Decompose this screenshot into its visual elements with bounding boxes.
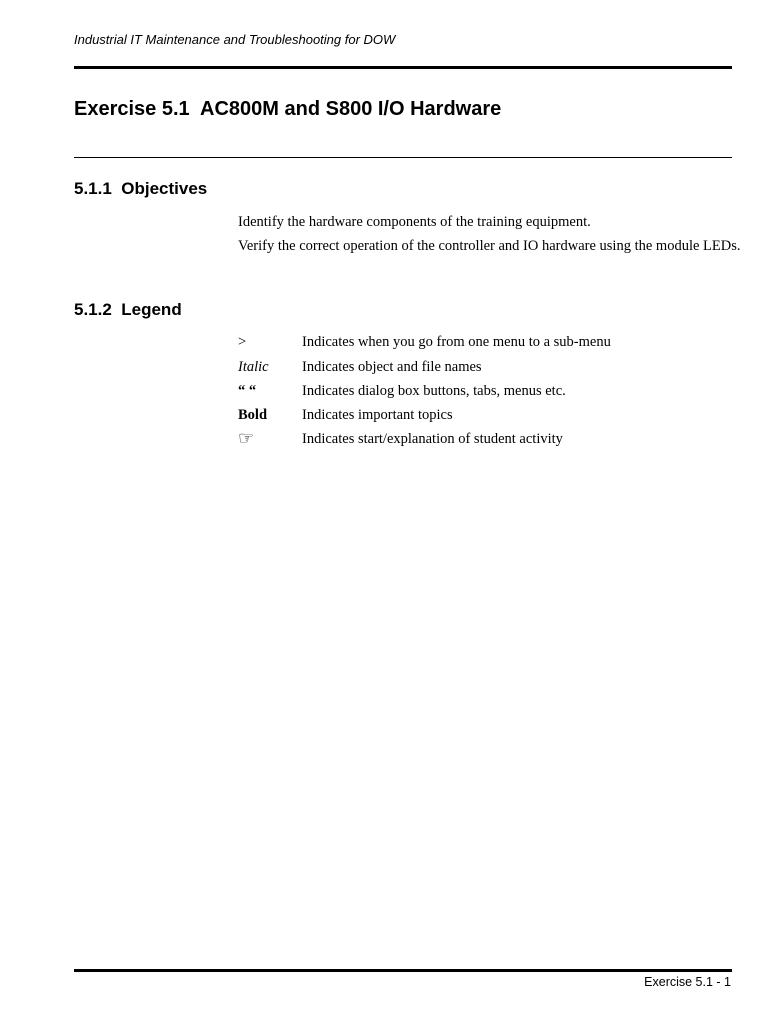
legend-description: Indicates object and file names	[302, 359, 482, 375]
legend-symbol-quotes: “ “	[238, 383, 257, 399]
page-number: Exercise 5.1 - 1	[644, 975, 731, 989]
legend-description: Indicates dialog box buttons, tabs, menus etc.	[302, 383, 566, 399]
legend-description: Indicates start/explanation of student activity	[302, 431, 563, 447]
legend-symbol-bold: Bold	[238, 407, 268, 423]
title-divider	[74, 157, 732, 158]
header-rule	[74, 66, 732, 69]
objective-line: Identify the hardware components of the training equipment.	[238, 214, 591, 230]
legend-heading: 5.1.2 Legend	[74, 300, 182, 319]
pointing-hand-icon: ☞	[238, 428, 255, 449]
legend-symbol-submenu: >	[238, 334, 247, 350]
page-title: Exercise 5.1 AC800M and S800 I/O Hardware	[74, 98, 502, 120]
legend-symbol-italic: Italic	[238, 359, 269, 375]
objective-line: Verify the correct operation of the controller and IO hardware using the module LEDs.	[238, 238, 741, 254]
legend-description: Indicates important topics	[302, 407, 453, 423]
running-title: Industrial IT Maintenance and Troubleshooting for DOW	[74, 32, 396, 47]
legend-description: Indicates when you go from one menu to a sub-menu	[302, 334, 611, 350]
objectives-heading: 5.1.1 Objectives	[74, 179, 208, 198]
footer-rule	[74, 969, 732, 972]
